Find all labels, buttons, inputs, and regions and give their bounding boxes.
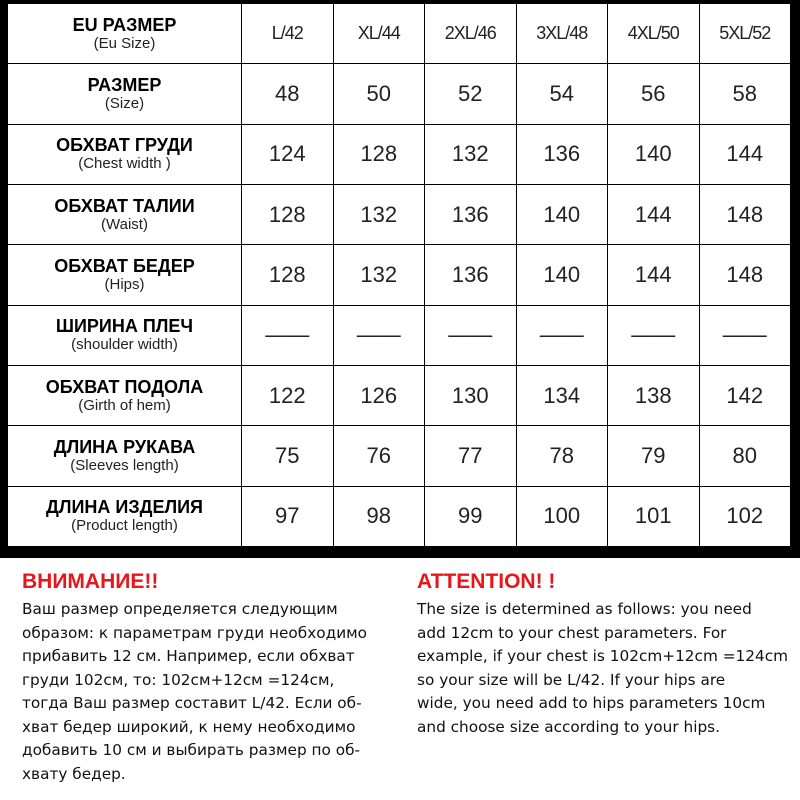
row-label-cell bbox=[8, 486, 242, 546]
note-body-en: The size is determined as follows: you need add 12cm to your chest parameters. For example, if your chest is 102cm+12cm =124cm so your size will be L/42. If your hips are wide, you need add to hips parameters 10cm and choose size according to your hips. bbox=[417, 600, 789, 736]
cell-value: 54 bbox=[549, 80, 574, 106]
row-label: ОБХВАТ ГРУДИ bbox=[56, 135, 193, 156]
row-sublabel: (Product length) bbox=[71, 517, 178, 535]
size-header-cell bbox=[699, 4, 791, 64]
value-cell bbox=[425, 426, 517, 486]
cell-value: 130 bbox=[451, 382, 489, 408]
value-cell bbox=[608, 305, 700, 365]
cell-value: 140 bbox=[543, 261, 581, 287]
cell-value: 4XL/50 bbox=[627, 23, 679, 44]
value-cell bbox=[608, 64, 700, 124]
cell-value: 122 bbox=[268, 382, 306, 408]
cell-value: 100 bbox=[543, 503, 581, 529]
table-row bbox=[8, 486, 791, 546]
row-label: ОБХВАТ БЕДЕР bbox=[54, 255, 195, 276]
value-cell bbox=[333, 124, 425, 184]
row-label: ШИРИНА ПЛЕЧ bbox=[55, 316, 194, 337]
cell-value: 128 bbox=[268, 201, 306, 227]
row-sublabel: (Chest width ) bbox=[78, 155, 171, 173]
value-cell bbox=[242, 486, 334, 546]
cell-value: 128 bbox=[360, 141, 398, 167]
value-cell bbox=[699, 124, 791, 184]
cell-value: 3XL/48 bbox=[536, 23, 588, 44]
value-cell bbox=[608, 426, 700, 486]
cell-value: XL/44 bbox=[357, 23, 400, 44]
note-body-ru: Ваш размер определяется следующим образом: к параметрам груди необходимо прибавить 12 см. Например, если обхват груди 102см, то: 102см+12см =124см, тогда Ваш размер составит L/42. Если об- хват бедер широкий, к нему необходимо добавить 10 см и выбирать размер по об- хвату бедер. bbox=[22, 600, 368, 783]
row-label-cell bbox=[8, 426, 242, 486]
value-cell bbox=[425, 124, 517, 184]
value-cell bbox=[425, 305, 517, 365]
cell-value: 124 bbox=[268, 141, 306, 167]
cell-value: —— bbox=[265, 322, 310, 348]
value-cell bbox=[516, 184, 608, 244]
value-cell bbox=[608, 365, 700, 425]
value-cell bbox=[425, 64, 517, 124]
row-label: ОБХВАТ ПОДОЛА bbox=[45, 376, 204, 397]
value-cell bbox=[242, 365, 334, 425]
table-row bbox=[8, 184, 791, 244]
cell-value: —— bbox=[631, 322, 676, 348]
row-sublabel: (shoulder width) bbox=[71, 336, 178, 354]
value-cell bbox=[608, 245, 700, 305]
value-cell bbox=[242, 426, 334, 486]
value-cell bbox=[242, 245, 334, 305]
note-russian bbox=[22, 570, 412, 786]
row-label-cell bbox=[8, 365, 242, 425]
value-cell bbox=[242, 124, 334, 184]
cell-value: —— bbox=[448, 322, 493, 348]
value-cell bbox=[425, 184, 517, 244]
value-cell bbox=[425, 365, 517, 425]
cell-value: 126 bbox=[360, 382, 398, 408]
value-cell bbox=[516, 245, 608, 305]
row-label-cell bbox=[8, 305, 242, 365]
row-sublabel: (Sleeves length) bbox=[70, 456, 179, 474]
cell-value: 80 bbox=[732, 442, 757, 468]
value-cell bbox=[608, 124, 700, 184]
value-cell bbox=[699, 426, 791, 486]
value-cell bbox=[516, 486, 608, 546]
cell-value: 99 bbox=[458, 503, 483, 529]
value-cell bbox=[516, 124, 608, 184]
table-row bbox=[8, 64, 791, 124]
size-chart-table bbox=[7, 3, 791, 547]
cell-value: 52 bbox=[458, 80, 483, 106]
cell-value: 136 bbox=[451, 201, 489, 227]
cell-value: 50 bbox=[366, 80, 391, 106]
size-header-cell bbox=[333, 4, 425, 64]
cell-value: 78 bbox=[549, 442, 574, 468]
value-cell bbox=[516, 64, 608, 124]
row-sublabel: (Eu Size) bbox=[93, 34, 156, 52]
row-label-cell bbox=[8, 4, 242, 64]
row-sublabel: (Waist) bbox=[101, 215, 148, 233]
cell-value: 132 bbox=[360, 261, 398, 287]
cell-value: 148 bbox=[726, 261, 764, 287]
table-row bbox=[8, 245, 791, 305]
row-label: ДЛИНА ИЗДЕЛИЯ bbox=[46, 497, 203, 518]
cell-value: 132 bbox=[451, 141, 489, 167]
table-header-row bbox=[8, 4, 791, 64]
cell-value: —— bbox=[722, 322, 767, 348]
value-cell bbox=[242, 64, 334, 124]
value-cell bbox=[333, 365, 425, 425]
cell-value: 97 bbox=[275, 503, 300, 529]
cell-value: 102 bbox=[726, 503, 764, 529]
cell-value: 48 bbox=[275, 80, 300, 106]
table-row bbox=[8, 305, 791, 365]
row-label: ОБХВАТ ТАЛИИ bbox=[54, 195, 195, 216]
cell-value: 144 bbox=[634, 201, 672, 227]
cell-value: 5XL/52 bbox=[719, 23, 771, 44]
cell-value: 56 bbox=[641, 80, 666, 106]
cell-value: 138 bbox=[634, 382, 672, 408]
row-label-cell bbox=[8, 64, 242, 124]
cell-value: 101 bbox=[634, 503, 672, 529]
value-cell bbox=[242, 305, 334, 365]
value-cell bbox=[425, 486, 517, 546]
cell-value: 140 bbox=[634, 141, 672, 167]
value-cell bbox=[333, 305, 425, 365]
value-cell bbox=[608, 486, 700, 546]
value-cell bbox=[516, 365, 608, 425]
cell-value: 134 bbox=[543, 382, 581, 408]
value-cell bbox=[699, 245, 791, 305]
cell-value: 58 bbox=[732, 80, 757, 106]
value-cell bbox=[699, 365, 791, 425]
note-heading-ru: ВНИМАНИЕ!! bbox=[22, 570, 159, 593]
table-row bbox=[8, 426, 791, 486]
cell-value: 144 bbox=[726, 141, 764, 167]
note-english bbox=[417, 570, 800, 739]
value-cell bbox=[516, 305, 608, 365]
value-cell bbox=[516, 426, 608, 486]
cell-value: —— bbox=[539, 322, 584, 348]
value-cell bbox=[333, 426, 425, 486]
cell-value: 79 bbox=[641, 442, 666, 468]
size-header-cell bbox=[608, 4, 700, 64]
cell-value: 140 bbox=[543, 201, 581, 227]
cell-value: 77 bbox=[458, 442, 483, 468]
cell-value: —— bbox=[356, 322, 401, 348]
value-cell bbox=[333, 486, 425, 546]
value-cell bbox=[608, 184, 700, 244]
cell-value: 76 bbox=[366, 442, 391, 468]
row-label-cell bbox=[8, 184, 242, 244]
row-label: ДЛИНА РУКАВА bbox=[53, 436, 196, 457]
note-heading-en: ATTENTION! ! bbox=[417, 570, 556, 593]
value-cell bbox=[699, 486, 791, 546]
value-cell bbox=[699, 305, 791, 365]
cell-value: 98 bbox=[366, 503, 391, 529]
cell-value: 2XL/46 bbox=[444, 23, 496, 44]
value-cell bbox=[333, 184, 425, 244]
size-header-cell bbox=[242, 4, 334, 64]
row-label-cell bbox=[8, 245, 242, 305]
row-sublabel: (Size) bbox=[104, 94, 145, 112]
value-cell bbox=[699, 64, 791, 124]
cell-value: L/42 bbox=[271, 23, 303, 44]
value-cell bbox=[333, 64, 425, 124]
row-label: РАЗМЕР bbox=[87, 74, 162, 95]
cell-value: 142 bbox=[726, 382, 764, 408]
row-label: EU РАЗМЕР bbox=[72, 14, 177, 35]
cell-value: 144 bbox=[634, 261, 672, 287]
cell-value: 136 bbox=[543, 141, 581, 167]
value-cell bbox=[242, 184, 334, 244]
value-cell bbox=[699, 184, 791, 244]
row-sublabel: (Girth of hem) bbox=[78, 396, 171, 414]
row-label-cell bbox=[8, 124, 242, 184]
table-row bbox=[8, 124, 791, 184]
value-cell bbox=[425, 245, 517, 305]
cell-value: 128 bbox=[268, 261, 306, 287]
table-row bbox=[8, 365, 791, 425]
cell-value: 148 bbox=[726, 201, 764, 227]
size-header-cell bbox=[516, 4, 608, 64]
size-header-cell bbox=[425, 4, 517, 64]
value-cell bbox=[333, 245, 425, 305]
cell-value: 75 bbox=[275, 442, 300, 468]
row-sublabel: (Hips) bbox=[104, 275, 145, 293]
cell-value: 136 bbox=[451, 261, 489, 287]
cell-value: 132 bbox=[360, 201, 398, 227]
